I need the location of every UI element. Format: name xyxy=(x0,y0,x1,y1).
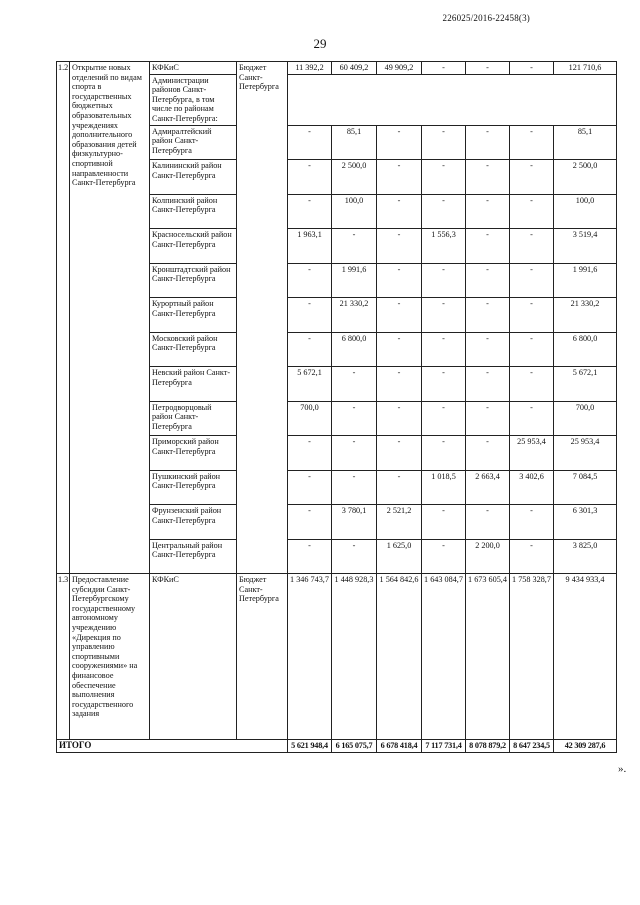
page-number: 29 xyxy=(313,36,327,51)
district-value: - xyxy=(377,332,422,367)
district-total: 3 825,0 xyxy=(554,539,617,574)
row-index: 1.2 xyxy=(57,62,70,574)
district-value: - xyxy=(377,229,422,264)
row-index: 1.3 xyxy=(57,574,70,740)
district-value: - xyxy=(466,505,510,540)
district-value: 3 402,6 xyxy=(510,470,554,505)
total-value: 6 165 075,7 xyxy=(332,740,377,753)
district-value: - xyxy=(466,436,510,471)
section-1-3 xyxy=(57,574,617,753)
district-value: - xyxy=(422,298,466,333)
district-value: - xyxy=(510,125,554,160)
district-value: - xyxy=(332,229,377,264)
district-value: - xyxy=(466,332,510,367)
measure-name: Предоставление субсидии Санкт-Петербургскому государственному автономному учреждению «Дирекция по управлению спортивными сооружениями» на финансовое обеспечение выполнения государственного задания xyxy=(70,574,150,740)
district-value: - xyxy=(466,298,510,333)
total-label: ИТОГО xyxy=(57,740,288,753)
district-value: 2 200,0 xyxy=(466,539,510,574)
district-name: Адмиралтейский район Санкт-Петербурга xyxy=(150,125,237,160)
district-total: 5 672,1 xyxy=(554,367,617,402)
district-name: Красносельский район Санкт-Петербурга xyxy=(150,229,237,264)
total-value: 8 647 234,5 xyxy=(510,740,554,753)
district-value: 3 780,1 xyxy=(332,505,377,540)
document-number: 226025/2016-22458(3) xyxy=(442,13,530,23)
district-value: 1 018,5 xyxy=(422,470,466,505)
district-value: - xyxy=(466,367,510,402)
total-value: 6 678 418,4 xyxy=(377,740,422,753)
total-row xyxy=(57,740,617,753)
district-name: Приморский район Санкт-Петербурга xyxy=(150,436,237,471)
district-name: Кронштадтский район Санкт-Петербурга xyxy=(150,263,237,298)
district-value: - xyxy=(422,194,466,229)
value-cell-total: 121 710,6 xyxy=(554,62,617,75)
district-value: 100,0 xyxy=(332,194,377,229)
district-value: - xyxy=(510,332,554,367)
district-value: - xyxy=(288,125,332,160)
district-total: 2 500,0 xyxy=(554,160,617,195)
table-row xyxy=(57,574,617,740)
district-total: 7 084,5 xyxy=(554,470,617,505)
total-value-grand: 42 309 287,6 xyxy=(554,740,617,753)
value-cell: 1 758 328,7 xyxy=(510,574,554,740)
funding-source: Бюджет Санкт-Петербурга xyxy=(237,62,288,574)
district-total: 1 991,6 xyxy=(554,263,617,298)
district-total: 6 800,0 xyxy=(554,332,617,367)
district-value: - xyxy=(377,298,422,333)
district-name: Фрунзенский район Санкт-Петербурга xyxy=(150,505,237,540)
district-value: - xyxy=(422,367,466,402)
district-value: 2 500,0 xyxy=(332,160,377,195)
district-name: Невский район Санкт-Петербурга xyxy=(150,367,237,402)
district-value: - xyxy=(510,229,554,264)
district-value: - xyxy=(288,298,332,333)
district-value: - xyxy=(422,332,466,367)
budget-table xyxy=(56,61,617,753)
value-cell: 1 564 842,6 xyxy=(377,574,422,740)
value-cell: - xyxy=(466,62,510,75)
district-value: - xyxy=(288,263,332,298)
district-value: 700,0 xyxy=(288,401,332,436)
executor: КФКиС xyxy=(150,574,237,740)
value-cell-total: 9 434 933,4 xyxy=(554,574,617,740)
district-total: 25 953,4 xyxy=(554,436,617,471)
district-name: Курортный район Санкт-Петербурга xyxy=(150,298,237,333)
district-value: - xyxy=(510,367,554,402)
district-total: 700,0 xyxy=(554,401,617,436)
district-value: - xyxy=(377,401,422,436)
district-value: - xyxy=(332,470,377,505)
funding-source: Бюджет Санкт-Петербурга xyxy=(237,574,288,740)
district-value: - xyxy=(288,332,332,367)
closing-quote: ». xyxy=(618,763,627,775)
district-value: - xyxy=(510,505,554,540)
admin-label: Администрации районов Санкт-Петербурга, в том числе по районам Санкт-Петербурга: xyxy=(150,74,237,125)
district-value: - xyxy=(288,470,332,505)
value-cell: - xyxy=(422,62,466,75)
district-value: - xyxy=(288,194,332,229)
value-cell: 11 392,2 xyxy=(288,62,332,75)
district-value: - xyxy=(510,401,554,436)
district-name: Петродворцовый район Санкт-Петербурга xyxy=(150,401,237,436)
district-value: - xyxy=(466,160,510,195)
district-name: Московский район Санкт-Петербурга xyxy=(150,332,237,367)
district-value: 1 556,3 xyxy=(422,229,466,264)
total-value: 5 621 948,4 xyxy=(288,740,332,753)
district-value: - xyxy=(288,160,332,195)
district-value: - xyxy=(466,263,510,298)
district-name: Пушкинский район Санкт-Петербурга xyxy=(150,470,237,505)
district-value: - xyxy=(510,298,554,333)
district-value: - xyxy=(466,229,510,264)
district-value: 2 663,4 xyxy=(466,470,510,505)
district-value: 85,1 xyxy=(332,125,377,160)
district-value: - xyxy=(466,125,510,160)
value-cell: 1 673 605,4 xyxy=(466,574,510,740)
executor: КФКиС xyxy=(150,62,237,75)
district-value: - xyxy=(466,401,510,436)
total-value: 7 117 731,4 xyxy=(422,740,466,753)
total-value: 8 078 879,2 xyxy=(466,740,510,753)
district-value: - xyxy=(510,160,554,195)
empty-cell xyxy=(288,74,617,125)
district-value: 2 521,2 xyxy=(377,505,422,540)
district-total: 85,1 xyxy=(554,125,617,160)
value-cell: - xyxy=(510,62,554,75)
district-value: - xyxy=(332,539,377,574)
district-value: 6 800,0 xyxy=(332,332,377,367)
district-value: 1 625,0 xyxy=(377,539,422,574)
district-value: - xyxy=(377,470,422,505)
district-value: - xyxy=(466,194,510,229)
value-cell: 49 909,2 xyxy=(377,62,422,75)
district-name: Колпинский район Санкт-Петербурга xyxy=(150,194,237,229)
district-total: 21 330,2 xyxy=(554,298,617,333)
district-value: - xyxy=(377,160,422,195)
district-value: 1 991,6 xyxy=(332,263,377,298)
district-value: 21 330,2 xyxy=(332,298,377,333)
district-total: 100,0 xyxy=(554,194,617,229)
value-cell: 60 409,2 xyxy=(332,62,377,75)
value-cell: 1 346 743,7 xyxy=(288,574,332,740)
district-value: 5 672,1 xyxy=(288,367,332,402)
district-value: - xyxy=(510,539,554,574)
value-cell: 1 448 928,3 xyxy=(332,574,377,740)
district-value: 1 963,1 xyxy=(288,229,332,264)
district-value: - xyxy=(377,125,422,160)
table-row xyxy=(57,62,617,75)
district-value: - xyxy=(422,436,466,471)
district-value: - xyxy=(422,539,466,574)
district-name: Центральный район Санкт-Петербурга xyxy=(150,539,237,574)
value-cell: 1 643 084,7 xyxy=(422,574,466,740)
district-value: - xyxy=(288,436,332,471)
district-value: - xyxy=(332,436,377,471)
district-total: 6 301,3 xyxy=(554,505,617,540)
district-value: - xyxy=(422,401,466,436)
district-total: 3 519,4 xyxy=(554,229,617,264)
district-value: - xyxy=(422,263,466,298)
district-value: - xyxy=(332,401,377,436)
district-value: - xyxy=(377,436,422,471)
district-value: 25 953,4 xyxy=(510,436,554,471)
district-value: - xyxy=(422,160,466,195)
district-value: - xyxy=(332,367,377,402)
section-1-2 xyxy=(57,62,617,574)
district-value: - xyxy=(288,539,332,574)
district-value: - xyxy=(510,263,554,298)
district-value: - xyxy=(510,194,554,229)
district-value: - xyxy=(377,194,422,229)
district-name: Калининский район Санкт-Петербурга xyxy=(150,160,237,195)
district-value: - xyxy=(288,505,332,540)
district-value: - xyxy=(377,367,422,402)
district-value: - xyxy=(422,125,466,160)
measure-name: Открытие новых отделений по видам спорта в государственных бюджетных образовательных учреждениях дополнительного образования детей физкультурно-спортивной направленности Санкт-Петербурга xyxy=(70,62,150,574)
district-value: - xyxy=(377,263,422,298)
district-value: - xyxy=(422,505,466,540)
